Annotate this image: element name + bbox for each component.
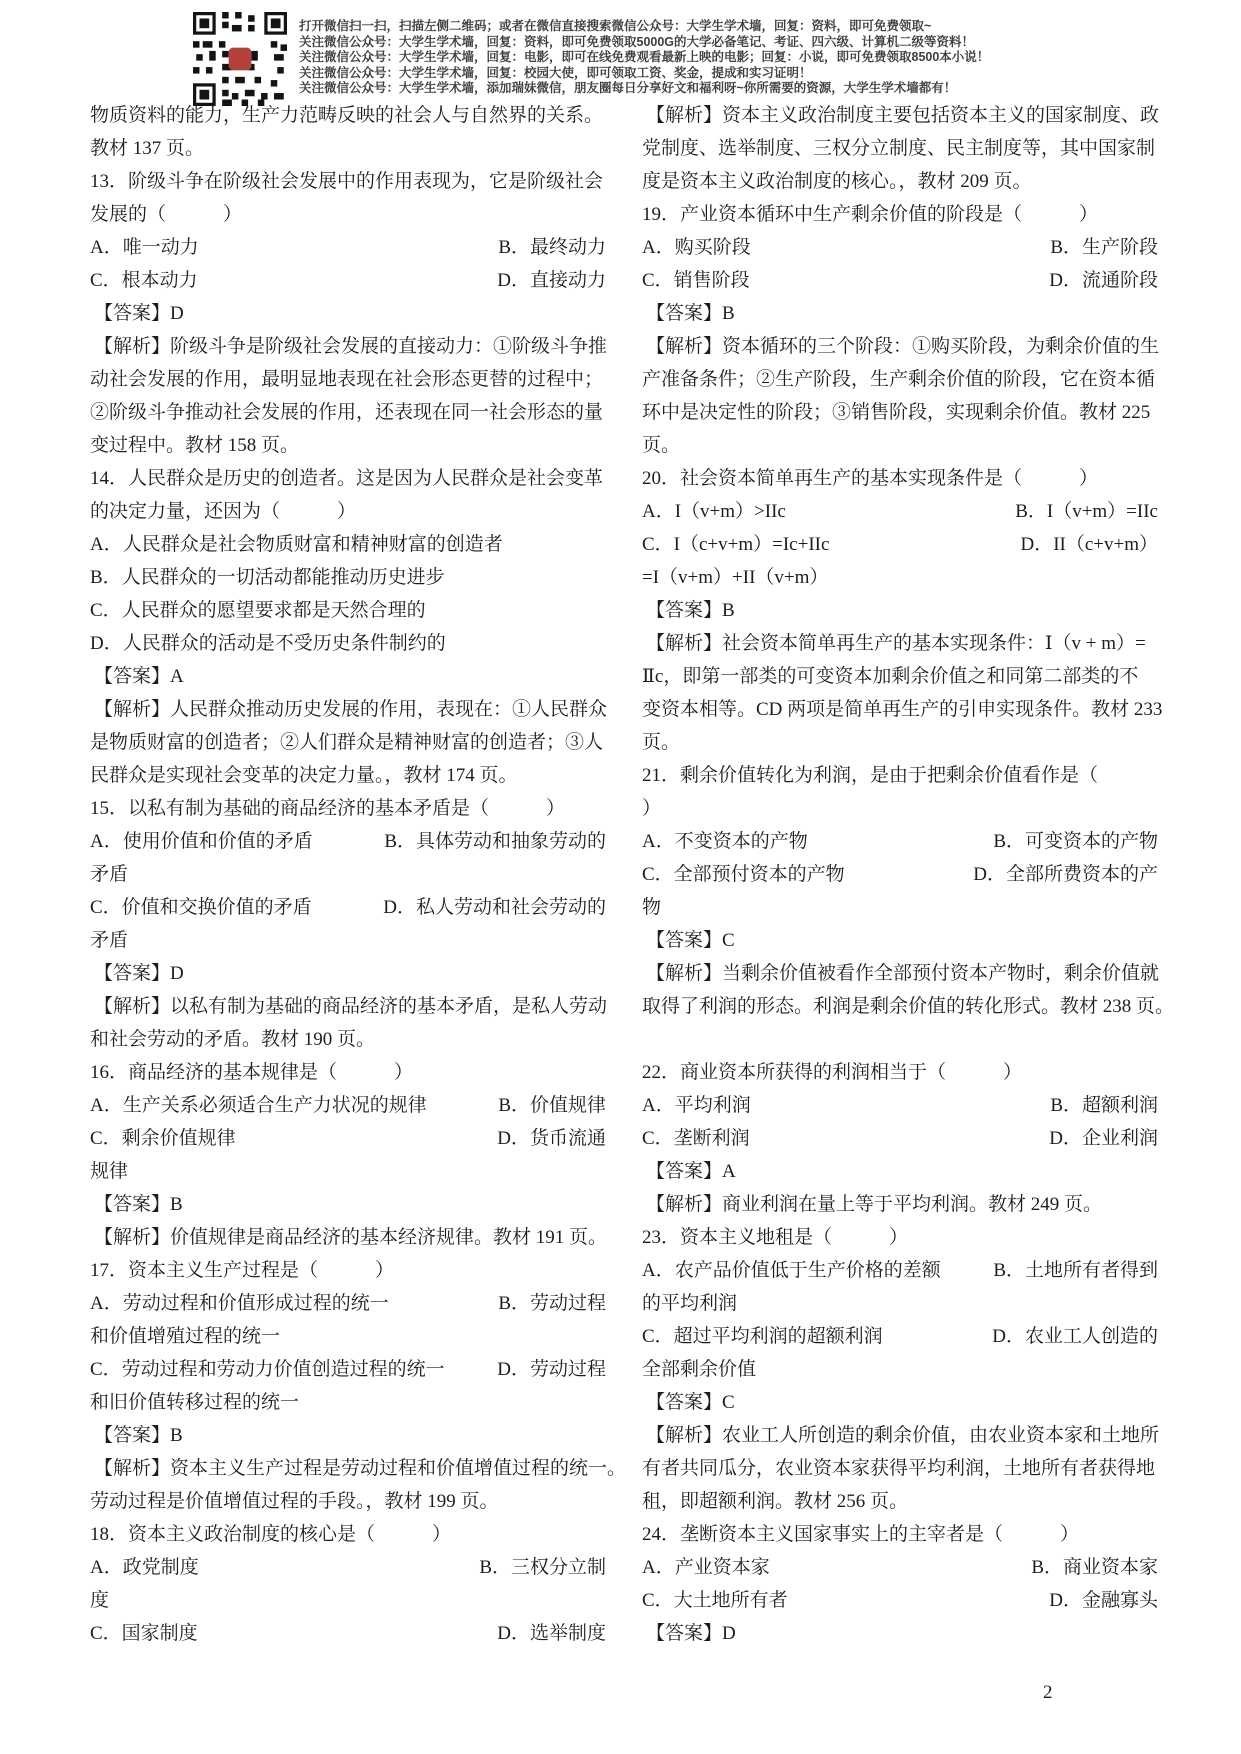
option-right: D．货币流通 (497, 1128, 606, 1149)
doc-line: 动社会发展的作用，最明显地表现在社会形态更替的过程中； (90, 369, 604, 390)
doc-line: 【答案】D (94, 303, 184, 324)
doc-line (90, 231, 606, 264)
doc-line: 21．剩余价值转化为利润，是由于把剩余价值看作是（ (642, 765, 1099, 786)
doc-line: ②阶级斗争推动社会发展的作用，还表现在同一社会形态的量 (90, 402, 604, 423)
doc-line (642, 1023, 1158, 1056)
doc-line: 的决定力量，还因为（ ） (90, 501, 357, 522)
option-left: A．使用价值和价值的矛盾 (90, 831, 313, 852)
option-right: D．选举制度 (497, 1623, 606, 1644)
doc-line: 【解析】农业工人所创造的剩余价值，由农业资本家和土地所 (646, 1425, 1160, 1446)
doc-line: 14．人民群众是历史的创造者。这是因为人民群众是社会变革 (90, 468, 604, 489)
option-left: C．超过平均利润的超额利润 (642, 1326, 883, 1347)
option-left: A．购买阶段 (642, 237, 751, 258)
option-left: A．I（v+m）>IIc (642, 501, 786, 522)
option-left: A．产业资本家 (642, 1557, 770, 1578)
option-right: B．价值规律 (498, 1095, 606, 1116)
option-left: A．唯一动力 (90, 237, 199, 258)
option-right: D．劳动过程 (497, 1359, 606, 1380)
doc-line: 24．垄断资本主义国家事实上的主宰者是（ ） (642, 1524, 1080, 1545)
doc-line: 教材 137 页。 (90, 138, 205, 159)
promo-line: 关注微信公众号：大学生学术墙，添加瑞妹微信，朋友圈每日分享好文和福利呀~你所需要的资源，大学生学术墙都有！ (299, 81, 957, 95)
doc-line: 全部剩余价值 (642, 1359, 757, 1380)
wechat-qr-code-icon (193, 12, 287, 106)
doc-line: 15．以私有制为基础的商品经济的基本矛盾是（ ） (90, 798, 566, 819)
doc-line: 17．资本主义生产过程是（ ） (90, 1260, 395, 1281)
option-left: A．平均利润 (642, 1095, 751, 1116)
doc-line: 度 (90, 1590, 110, 1611)
doc-line: 和旧价值转移过程的统一 (90, 1392, 300, 1413)
promo-line: 关注微信公众号：大学生学术墙，回复：校园大使，即可领取工资、奖金，提成和实习证明！ (299, 65, 812, 80)
doc-line (642, 1089, 1158, 1122)
doc-line: 【解析】价值规律是商品经济的基本经济规律。教材 191 页。 (94, 1227, 608, 1248)
promo-line: 关注微信公众号：大学生学术墙，回复：资料，即可免费领取5000G的大学必备笔记、考证、四六级、计算机二级等资料！ (299, 34, 975, 49)
doc-line: 【答案】D (646, 1623, 736, 1644)
doc-line: 和价值增殖过程的统一 (90, 1326, 281, 1347)
promo-line: 关注微信公众号：大学生学术墙，回复：电影，即可在线免费观看最新上映的电影；回复：小说，即可免费领取8500本小说！ (299, 50, 990, 64)
doc-line: ） (642, 798, 662, 819)
option-right: B．商业资本家 (1031, 1557, 1158, 1578)
promo-line: 打开微信扫一扫，扫描左侧二维码；或者在微信直接搜索微信公众号：大学生学术墙，回复：资料，即可免费领取~ (299, 19, 932, 33)
doc-line: 【解析】以私有制为基础的商品经济的基本矛盾，是私人劳动 (94, 996, 608, 1017)
doc-line (642, 264, 1158, 297)
qr-center-logo (229, 48, 252, 71)
doc-line: Ⅱc，即第一部类的可变资本加剩余价值之和同第二部类的不 (642, 666, 1139, 687)
doc-line: 度是资本主义政治制度的核心。，教材 209 页。 (642, 171, 1032, 192)
doc-line: 【解析】资本循环的三个阶段：①购买阶段，为剩余价值的生 (646, 336, 1160, 357)
option-left: A．政党制度 (90, 1557, 199, 1578)
option-left: A．劳动过程和价值形成过程的统一 (90, 1293, 389, 1314)
doc-line: 党制度、选举制度、三权分立制度、民主制度等，其中国家制 (642, 138, 1156, 159)
option-right: D．流通阶段 (1049, 270, 1158, 291)
doc-line (642, 1584, 1158, 1617)
doc-line: 变资本相等。CD 两项是简单再生产的引申实现条件。教材 233 (642, 699, 1163, 720)
doc-line: 矛盾 (90, 864, 129, 885)
page-number: 2 (1043, 1682, 1053, 1703)
doc-line: 规律 (90, 1161, 129, 1182)
doc-line: 矛盾 (90, 930, 129, 951)
doc-line: 19．产业资本循环中生产剩余价值的阶段是（ ） (642, 204, 1099, 225)
doc-line: 发展的（ ） (90, 204, 243, 225)
doc-line: 22．商业资本所获得的利润相当于（ ） (642, 1062, 1023, 1083)
doc-line (642, 858, 1158, 891)
option-left: C．全部预付资本的产物 (642, 864, 845, 885)
doc-line: 民群众是实现社会变革的决定力量。，教材 174 页。 (90, 765, 518, 786)
option-left: C．I（c+v+m）=Ic+IIc (642, 534, 830, 555)
doc-line (90, 1089, 606, 1122)
doc-line (642, 1122, 1158, 1155)
option-right: B．三权分立制 (479, 1557, 606, 1578)
doc-line: 产准备条件；②生产阶段，生产剩余价值的阶段，它在资本循 (642, 369, 1156, 390)
doc-line: 劳动过程是价值增值过程的手段。，教材 199 页。 (90, 1491, 499, 1512)
doc-line: 【答案】B (94, 1425, 183, 1446)
doc-line (90, 1617, 606, 1650)
option-left: C．劳动过程和劳动力价值创造过程的统一 (90, 1359, 445, 1380)
doc-line (642, 231, 1158, 264)
doc-line (642, 1551, 1158, 1584)
option-right: D．私人劳动和社会劳动的 (383, 897, 606, 918)
doc-line (642, 825, 1158, 858)
doc-line: 【解析】社会资本简单再生产的基本实现条件：Ⅰ（v + m）= (646, 633, 1146, 654)
doc-line (90, 1353, 606, 1386)
doc-line (642, 528, 1158, 561)
option-right: D．企业利润 (1049, 1128, 1158, 1149)
doc-line (642, 495, 1158, 528)
doc-line: 页。 (642, 435, 681, 456)
option-left: C．价值和交换价值的矛盾 (90, 897, 312, 918)
option-left: C．国家制度 (90, 1623, 198, 1644)
doc-line: 【答案】B (646, 303, 735, 324)
wechat-promo-text (299, 12, 989, 106)
doc-line: 是物质财富的创造者；②人们群众是精神财富的创造者；③人 (90, 732, 604, 753)
doc-line: =I（v+m）+II（v+m） (642, 567, 829, 588)
doc-line: 有者共同瓜分，农业资本家获得平均利润，土地所有者获得地 (642, 1458, 1156, 1479)
doc-line (90, 1122, 606, 1155)
doc-line (90, 891, 606, 924)
option-right: D．农业工人创造的 (992, 1326, 1158, 1347)
option-left: A．农产品价值低于生产价格的差额 (642, 1260, 941, 1281)
option-right: B．劳动过程 (498, 1293, 606, 1314)
option-right: D．直接动力 (497, 270, 606, 291)
option-right: B．生产阶段 (1050, 237, 1158, 258)
option-right: B．超额利润 (1050, 1095, 1158, 1116)
page-header (193, 12, 989, 106)
doc-line: B．人民群众的一切活动都能推动历史进步 (90, 567, 445, 588)
doc-line: 取得了利润的形态。利润是剩余价值的转化形式。教材 238 页。 (642, 996, 1175, 1017)
doc-line (90, 1551, 606, 1584)
doc-line: 页。 (642, 732, 681, 753)
doc-line: 20．社会资本简单再生产的基本实现条件是（ ） (642, 468, 1099, 489)
option-left: C．根本动力 (90, 270, 198, 291)
doc-line: 【解析】当剩余价值被看作全部预付资本产物时，剩余价值就 (646, 963, 1160, 984)
option-right: B．可变资本的产物 (993, 831, 1158, 852)
option-left: C．剩余价值规律 (90, 1128, 236, 1149)
doc-line: 【答案】C (646, 1392, 735, 1413)
doc-line: 【解析】商业利润在量上等于平均利润。教材 249 页。 (646, 1194, 1103, 1215)
doc-line: 16．商品经济的基本规律是（ ） (90, 1062, 414, 1083)
doc-line (642, 1254, 1158, 1287)
option-right: D．II（c+v+m） (1020, 534, 1158, 555)
column-left (90, 99, 627, 1650)
doc-line: 物 (642, 897, 662, 918)
doc-line: 18．资本主义政治制度的核心是（ ） (90, 1524, 452, 1545)
option-right: B．具体劳动和抽象劳动的 (384, 831, 606, 852)
option-left: C．大土地所有者 (642, 1590, 788, 1611)
doc-line: A．人民群众是社会物质财富和精神财富的创造者 (90, 534, 503, 555)
doc-line: 和社会劳动的矛盾。教材 190 页。 (90, 1029, 376, 1050)
doc-line: 23．资本主义地租是（ ） (642, 1227, 909, 1248)
doc-line: 【解析】资本主义政治制度主要包括资本主义的国家制度、政 (646, 105, 1160, 126)
doc-line (642, 1320, 1158, 1353)
doc-line: C．人民群众的愿望要求都是天然合理的 (90, 600, 426, 621)
option-right: B．I（v+m）=IIc (1015, 501, 1158, 522)
document-body (90, 99, 1175, 1650)
doc-line: 【答案】C (646, 930, 735, 951)
doc-line (90, 825, 606, 858)
option-right: B．土地所有者得到 (993, 1260, 1158, 1281)
doc-line: 租，即超额利润。教材 256 页。 (642, 1491, 909, 1512)
doc-line: 变过程中。教材 158 页。 (90, 435, 300, 456)
doc-line: 13．阶级斗争在阶级社会发展中的作用表现为，它是阶级社会 (90, 171, 604, 192)
column-right (642, 99, 1175, 1650)
doc-line: 【解析】资本主义生产过程是劳动过程和价值增值过程的统一。 (94, 1458, 627, 1479)
doc-line: 【答案】B (646, 600, 735, 621)
doc-line: 环中是决定性的阶段；③销售阶段，实现剩余价值。教材 225 (642, 402, 1151, 423)
doc-line: 【答案】A (646, 1161, 736, 1182)
doc-line: 【答案】B (94, 1194, 183, 1215)
doc-line: D．人民群众的活动是不受历史条件制约的 (90, 633, 446, 654)
option-left: A．生产关系必须适合生产力状况的规律 (90, 1095, 427, 1116)
doc-line: 【解析】人民群众推动历史发展的作用，表现在：①人民群众 (94, 699, 608, 720)
option-right: D．金融寡头 (1049, 1590, 1158, 1611)
option-right: D．全部所费资本的产 (973, 864, 1158, 885)
doc-line: 物质资料的能力，生产力范畴反映的社会人与自然界的关系。 (90, 105, 604, 126)
option-left: A．不变资本的产物 (642, 831, 808, 852)
option-left: C．垄断利润 (642, 1128, 750, 1149)
doc-line (90, 264, 606, 297)
doc-line: 【解析】阶级斗争是阶级社会发展的直接动力：①阶级斗争推 (94, 336, 608, 357)
doc-line: 【答案】A (94, 666, 184, 687)
doc-line (90, 1287, 606, 1320)
option-right: B．最终动力 (498, 237, 606, 258)
doc-line: 的平均利润 (642, 1293, 738, 1314)
doc-line: 【答案】D (94, 963, 184, 984)
option-left: C．销售阶段 (642, 270, 750, 291)
